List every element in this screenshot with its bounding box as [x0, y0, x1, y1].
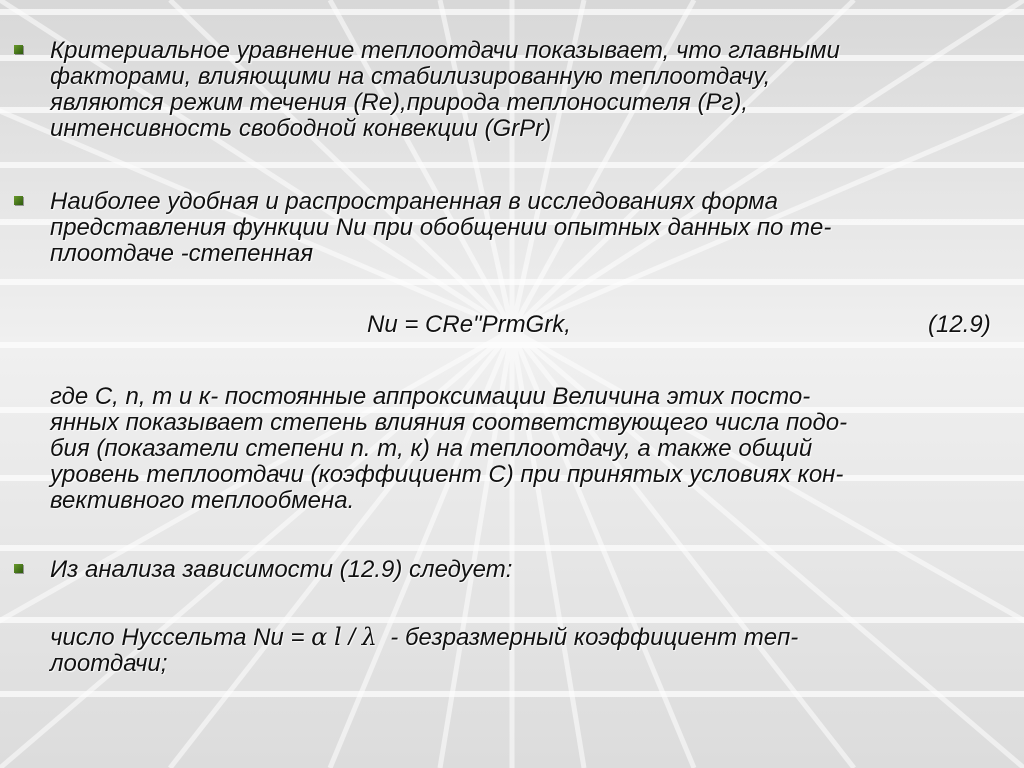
nusselt-suffix: - безразмерный коэффициент теп- [390, 624, 799, 651]
text-line: являются режим течения (Re),природа теплоносителя (Рг), [50, 89, 748, 116]
text-line: факторами, влияющими на стабилизированную теплоотдачу, [50, 63, 771, 90]
text-line: плоотдаче -степенная [50, 240, 314, 267]
text-line: представления функции Nu при обобщении опытных данных по те- [50, 214, 832, 241]
text-line: Наиболее удобная и распространенная в исследованиях форма [50, 188, 778, 215]
text-line [50, 624, 1000, 651]
paragraph-criterial-equation [50, 38, 1000, 142]
text-line: вективного теплообмена. [50, 487, 355, 514]
bullet-marker [14, 45, 23, 54]
formula-number: (12.9) [928, 311, 991, 338]
math-alpha: α [311, 623, 328, 651]
formula-expression: Nu = CRe"PrmGrk, [367, 311, 571, 338]
math-slash: / [348, 624, 356, 651]
text-line: интенсивность свободной конвекции (GrPr) [50, 115, 552, 142]
nusselt-prefix: число Нуссельта Nu = [50, 624, 312, 651]
text-line: Критериальное уравнение теплоотдачи показывает, что главными [50, 37, 840, 64]
math-l: l [334, 623, 342, 651]
text-line: лоотдачи; [50, 650, 168, 677]
paragraph-analysis: Из анализа зависимости (12.9) следует: [50, 556, 513, 583]
bullet-marker [14, 564, 23, 573]
text-line: где С, n, m и к- постоянные аппроксимации Величина этих посто- [50, 383, 811, 410]
text-line: уровень теплоотдачи (коэффициент С) при принятых условиях кон- [50, 461, 844, 488]
text-line: янных показывает степень влияния соответствующего числа подо- [50, 409, 848, 436]
math-lambda: λ [361, 623, 377, 651]
bullet-marker [14, 196, 23, 205]
paragraph-nusselt [50, 624, 1000, 677]
text-line: бия (показатели степени n. m, к) на теплоотдачу, а также общий [50, 435, 813, 462]
paragraph-power-form [50, 189, 1000, 267]
paragraph-constants [50, 384, 1000, 514]
